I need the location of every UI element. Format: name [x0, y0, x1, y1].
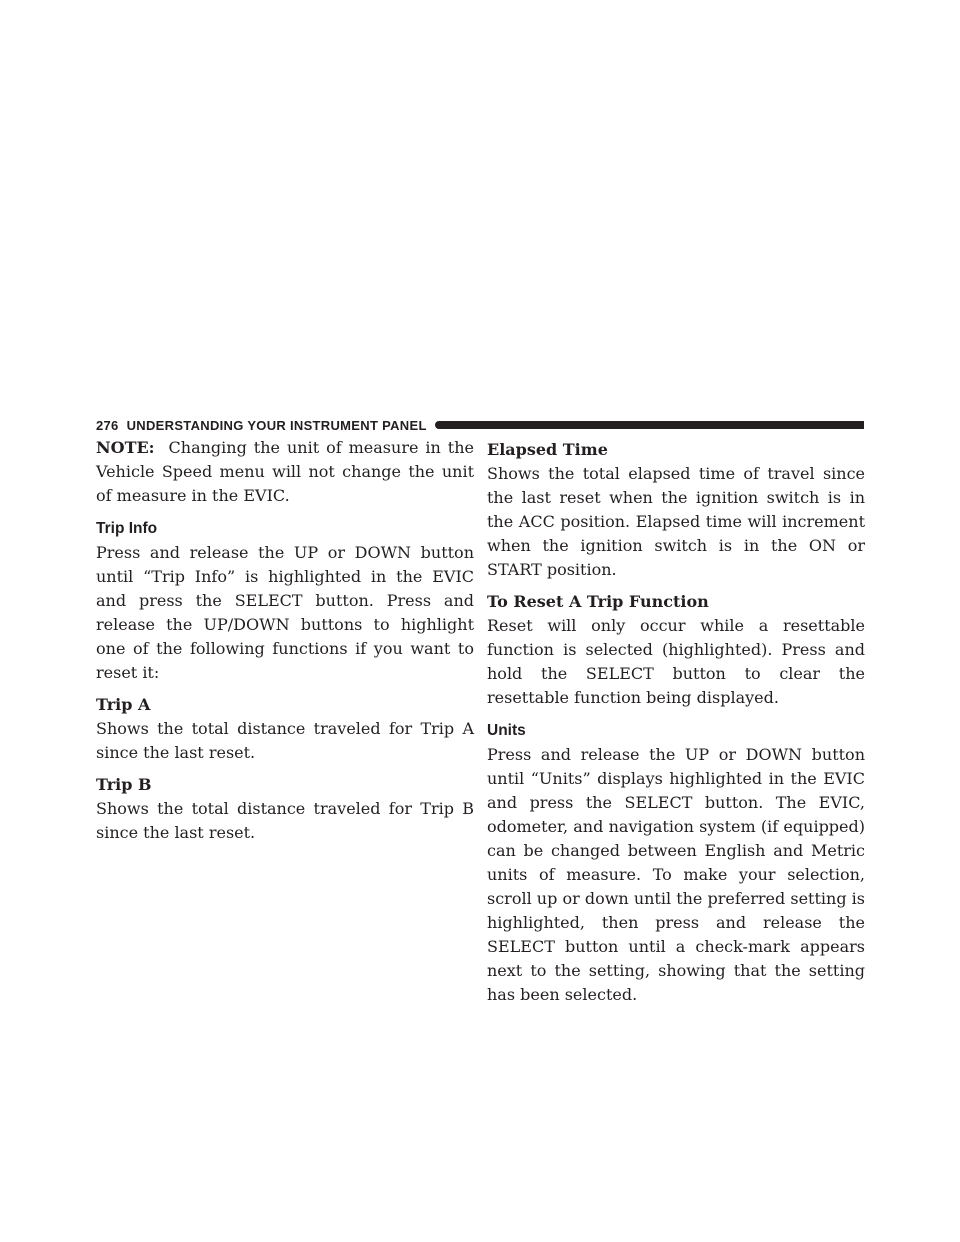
trip-info-text: Press and release the UP or DOWN button until “Trip Info” is highlighted in the EVIC and press the SELECT button. Press and release the UP/DOWN buttons to highlight one of the following functions if you want to reset it: [96, 543, 474, 682]
note-label: NOTE: [96, 438, 155, 457]
reset-trip-heading: To Reset A Trip Function [487, 592, 709, 611]
right-column [487, 436, 865, 1007]
reset-trip-text: Reset will only occur while a resettable function is selected (highlighted). Press and hold the SELECT button to clear the resettable function being displayed. [487, 616, 865, 707]
note-paragraph [96, 436, 474, 508]
left-column [96, 436, 474, 845]
elapsed-time-heading: Elapsed Time [487, 440, 608, 459]
note-text: Changing the unit of measure in the Vehicle Speed menu will not change the unit of measure in the EVIC. [96, 438, 475, 505]
trip-a-text: Shows the total distance traveled for Trip A since the last reset. [96, 719, 474, 762]
trip-b-text: Shows the total distance traveled for Trip B since the last reset. [96, 799, 474, 842]
page-number: 276 [96, 417, 119, 433]
trip-a-heading: Trip A [96, 695, 151, 714]
elapsed-time-text: Shows the total elapsed time of travel since the last reset when the ignition switch is in the ACC position. Elapsed time will increment when the ignition switch is in the ON or START position. [487, 464, 865, 579]
page-header [96, 416, 864, 434]
trip-b-heading: Trip B [96, 775, 152, 794]
units-heading: Units [487, 722, 526, 739]
header-rule [435, 421, 864, 429]
trip-info-heading: Trip Info [96, 520, 158, 537]
section-title: UNDERSTANDING YOUR INSTRUMENT PANEL [126, 417, 427, 433]
units-text: Press and release the UP or DOWN button until “Units” displays highlighted in the EVIC and press the SELECT button. The EVIC, odometer, and navigation system (if equipped) can be changed between English and Metric units of measure. To make your selection, scroll up or down until the preferred setting is highlighted, then press and release the SELECT button until a check-mark appears next to the setting, showing that the setting has been selected. [487, 745, 865, 1004]
